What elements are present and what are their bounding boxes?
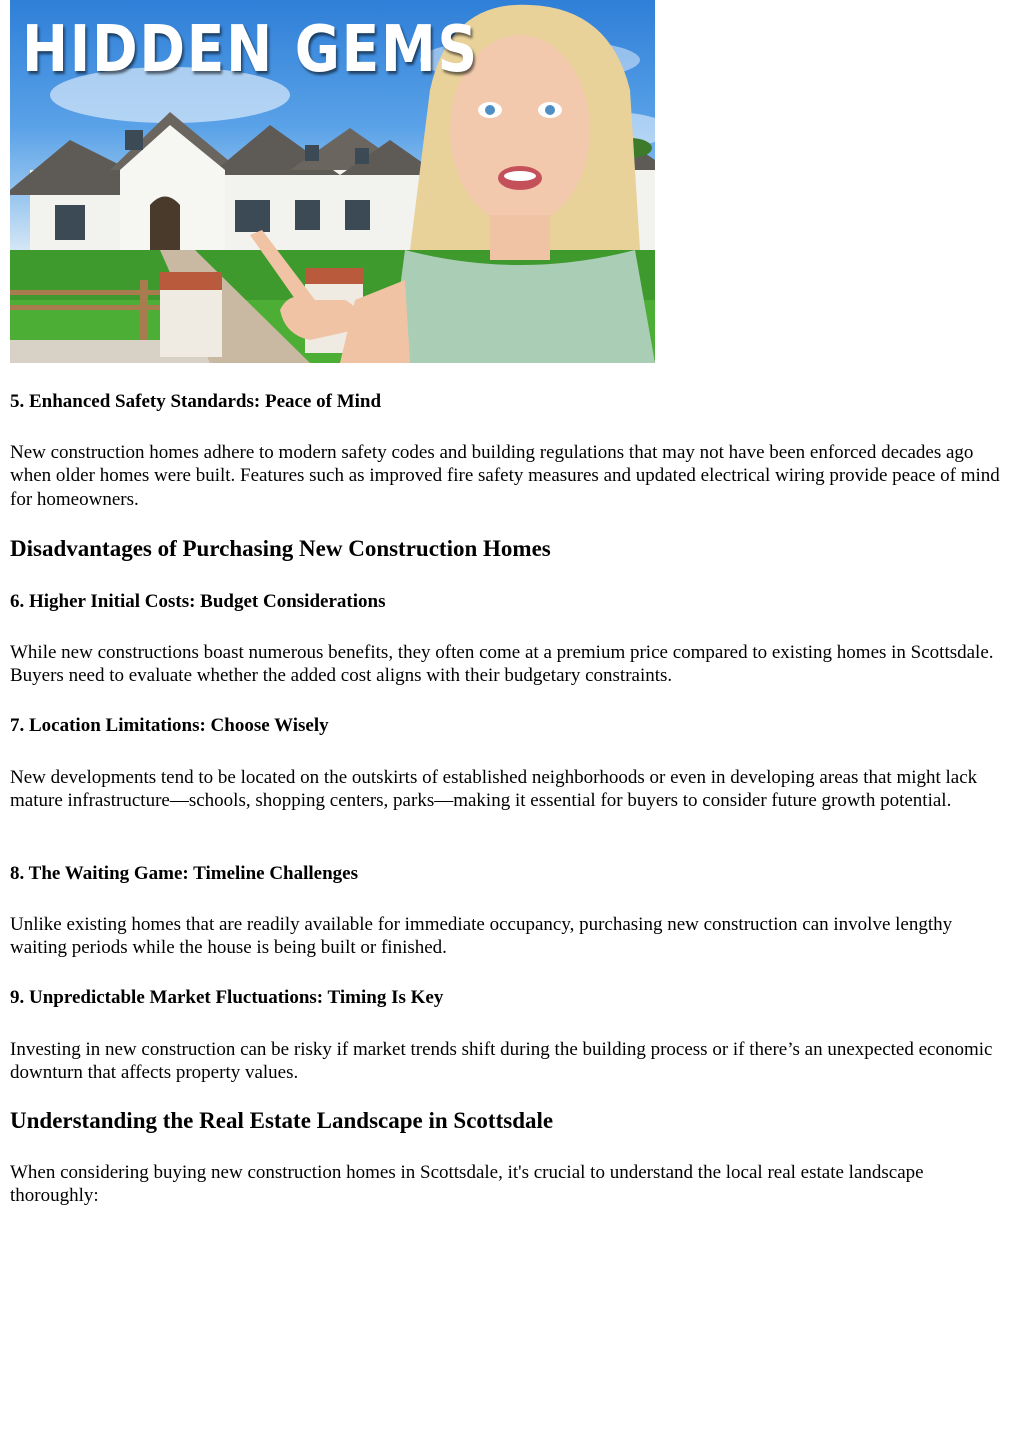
subheading-location-limitations: 7. Location Limitations: Choose Wisely [10,715,329,736]
paragraph-initial-costs: While new constructions boast numerous benefits, they often come at a premium price compared to existing homes in Scottsdale. Buyers need to evaluate whether the added cost aligns with their budgetary constraints. [10,642,994,687]
paragraph-real-estate-landscape: When considering buying new construction homes in Scottsdale, it's crucial to understand the local real estate landscape thoroughly: [10,1162,924,1207]
heading-disadvantages: Disadvantages of Purchasing New Construction Homes [10,536,551,561]
hero-image [10,0,655,363]
paragraph-location-limitations: New developments tend to be located on the outskirts of established neighborhoods or even in developing areas that might lack mature infrastructure—schools, shopping centers, parks—making it essential for buyers to consider future growth potential. [10,767,978,812]
subheading-initial-costs: 6. Higher Initial Costs: Budget Considerations [10,591,386,612]
subheading-market-fluctuations: 9. Unpredictable Market Fluctuations: Timing Is Key [10,987,444,1008]
heading-real-estate-landscape: Understanding the Real Estate Landscape in Scottsdale [10,1108,554,1133]
paragraph-safety-standards: New construction homes adhere to modern safety codes and building regulations that may not have been enforced decades ago when older homes were built. Features such as improved fire safety measures and updated electrical wiring provide peace of mind for homeowners. [10,442,1000,510]
hero-title: HIDDEN GEMS [22,13,479,87]
document-page [10,0,1010,1207]
subheading-safety-standards: 5. Enhanced Safety Standards: Peace of Mind [10,391,382,412]
paragraph-waiting-game: Unlike existing homes that are readily available for immediate occupancy, purchasing new construction can involve lengthy waiting periods while the house is being built or finished. [10,914,953,959]
subheading-waiting-game: 8. The Waiting Game: Timeline Challenges [10,863,359,884]
paragraph-market-fluctuations: Investing in new construction can be risky if market trends shift during the building process or if there’s an unexpected economic downturn that affects property values. [10,1039,993,1084]
